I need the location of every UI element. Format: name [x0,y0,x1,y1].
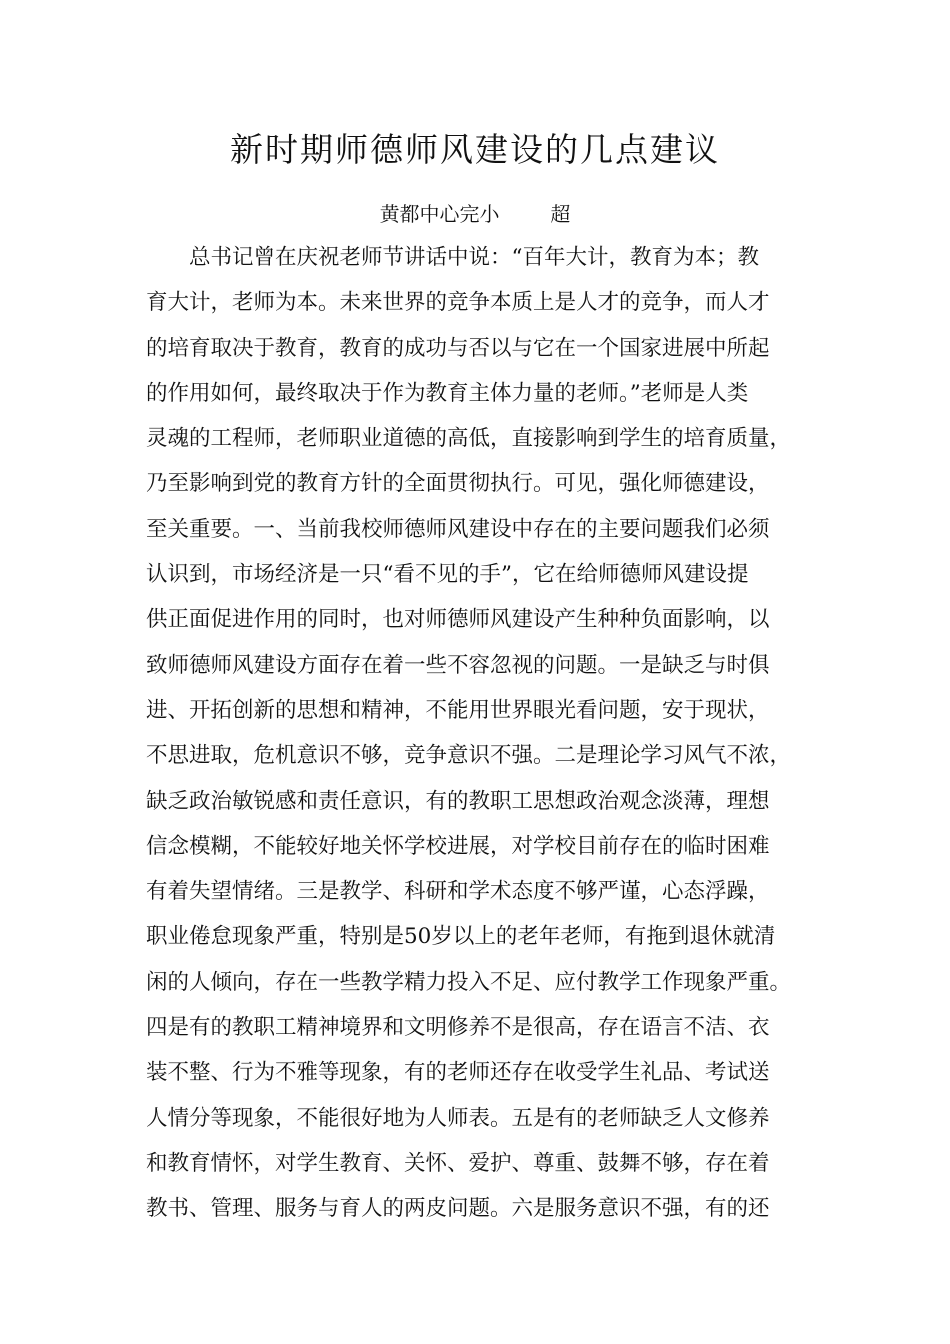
body-line: 人情分等现象，不能很好地为人师表。五是有的老师缺乏人文修养 [146,1105,770,1131]
body-line: 缺乏政治敏锐感和责任意识，有的教职工思想政治观念淡薄，理想 [146,788,770,814]
body-line: 乃至影响到党的教育方针的全面贯彻执行。可见，强化师德建设， [146,471,770,497]
author-line: 黄都中心完小 超 [379,202,571,226]
body-line: 和教育情怀，对学生教育、关怀、爱护、尊重、鼓舞不够，存在着 [146,1150,770,1176]
body-line: 认识到，市场经济是一只“看不见的手”，它在给师德师风建设提 [146,562,749,588]
body-line: 职业倦怠现象严重，特别是50岁以上的老年老师，有拖到退休就清 [146,924,776,950]
body-line: 不思进取，危机意识不够，竞争意识不强。二是理论学习风气不浓， [146,743,792,769]
body-line: 的培育取决于教育，教育的成功与否以与它在一个国家进展中所起 [146,335,770,361]
body-line: 闲的人倾向，存在一些教学精力投入不足、应付教学工作现象严重。 [146,969,792,995]
body-line: 教书、管理、服务与育人的两皮问题。六是服务意识不强，有的还 [146,1196,770,1222]
body-line: 装不整、行为不雅等现象，有的老师还存在收受学生礼品、考试送 [146,1060,770,1086]
body-line: 供正面促进作用的同时，也对师德师风建设产生种种负面影响，以 [146,607,770,633]
body-line: 的作用如何，最终取决于作为教育主体力量的老师。”老师是人类 [146,380,749,406]
body-line: 育大计，老师为本。未来世界的竞争本质上是人才的竞争，而人才 [146,290,770,316]
body-line: 进、开拓创新的思想和精神，不能用世界眼光看问题，安于现状， [146,697,770,723]
body-line: 有着失望情绪。三是教学、科研和学术态度不够严谨，心态浮躁， [146,879,770,905]
body-line: 总书记曾在庆祝老师节讲话中说：“百年大计，教育为本；教 [189,245,759,270]
document-title: 新时期师德师风建设的几点建议 [230,130,720,169]
body-line: 灵魂的工程师，老师职业道德的高低，直接影响到学生的培育质量， [146,426,792,452]
body-line: 致师德师风建设方面存在着一些不容忽视的问题。一是缺乏与时俱 [146,652,770,678]
body-text [146,240,806,1237]
body-line: 四是有的教职工精神境界和文明修养不是很高，存在语言不洁、衣 [146,1015,770,1041]
body-line: 至关重要。一、当前我校师德师风建设中存在的主要问题我们必须 [146,516,770,542]
body-line: 信念模糊，不能较好地关怀学校进展，对学校目前存在的临时困难 [146,833,770,859]
